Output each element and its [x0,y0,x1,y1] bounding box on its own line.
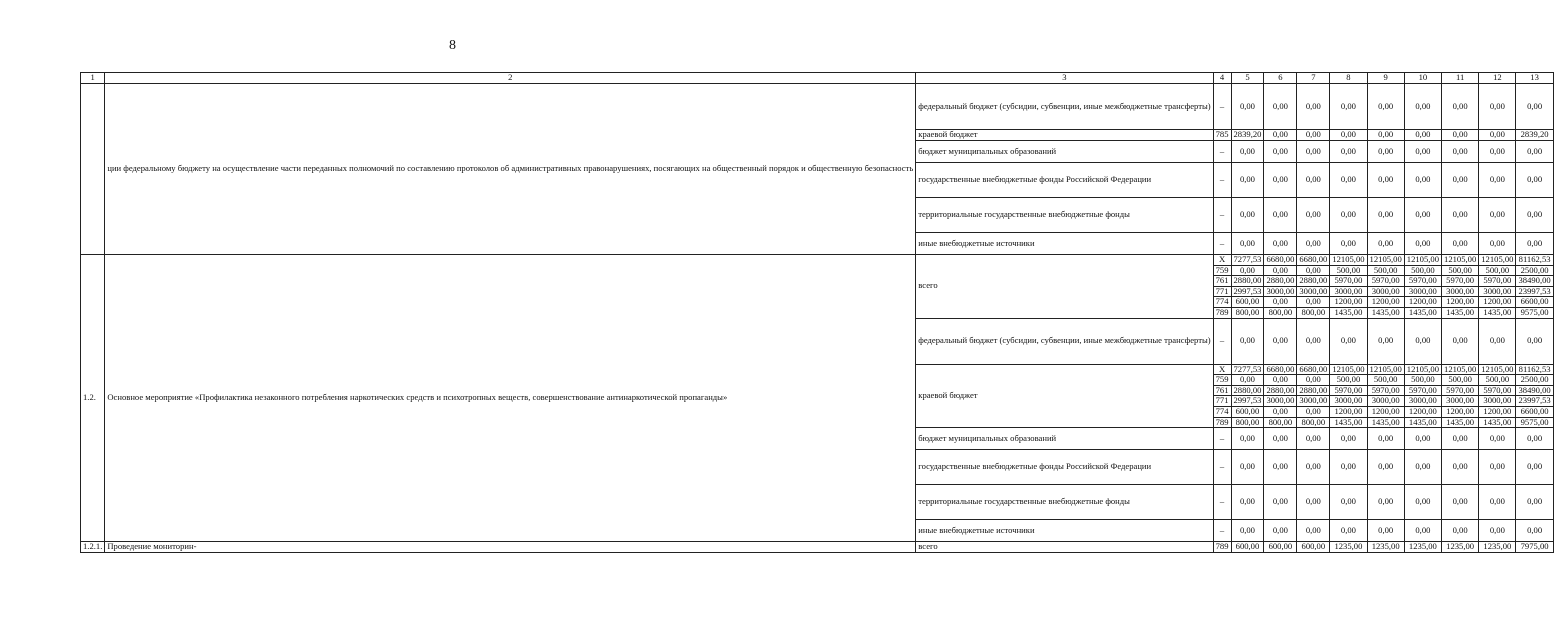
value-cell: 2880,00 [1231,276,1264,287]
value-cell: 3000,00 [1479,396,1516,407]
value-cell: 1435,00 [1367,307,1404,318]
value-cell: 0,00 [1516,318,1553,364]
row-number-cell: 1.2.1. [81,542,105,553]
value-cell: 0,00 [1442,84,1479,130]
value-cell: 0,00 [1442,141,1479,163]
code-cell: 774 [1213,406,1231,417]
value-cell: 3000,00 [1297,396,1330,407]
value-cell: 0,00 [1264,485,1297,520]
value-cell: 0,00 [1479,198,1516,233]
value-cell: 0,00 [1367,84,1404,130]
measure-name-cell: Основное мероприятие «Профилактика незаконного потребления наркотических средств и психотропных веществ, совершенствование антинаркотической пропаганды» [105,255,916,542]
code-cell: Х [1213,255,1231,266]
value-cell: 2880,00 [1264,385,1297,396]
value-cell: 800,00 [1231,307,1264,318]
value-cell: 0,00 [1264,141,1297,163]
code-cell: 789 [1213,417,1231,428]
value-cell: 0,00 [1297,520,1330,542]
value-cell: 12105,00 [1442,255,1479,266]
code-cell: 761 [1213,385,1231,396]
value-cell: 0,00 [1479,233,1516,255]
value-cell: 1200,00 [1479,297,1516,308]
value-cell: 1235,00 [1367,542,1404,553]
value-cell: 0,00 [1367,485,1404,520]
table-row [81,255,1554,266]
value-cell: 0,00 [1404,130,1441,141]
code-cell: – [1213,198,1231,233]
code-cell: – [1213,520,1231,542]
value-cell: 3000,00 [1367,396,1404,407]
value-cell: 0,00 [1297,163,1330,198]
value-cell: 2500,00 [1516,375,1553,386]
value-cell: 500,00 [1442,265,1479,276]
source-cell: федеральный бюджет (субсидии, субвенции, иные межбюджетные трансферты) [916,84,1213,130]
budget-table [80,72,1554,553]
header-cell: 2 [105,73,916,84]
value-cell: 800,00 [1264,417,1297,428]
value-cell: 0,00 [1297,84,1330,130]
value-cell: 0,00 [1404,163,1441,198]
header-cell: 13 [1516,73,1553,84]
source-cell: государственные внебюджетные фонды Российской Федерации [916,163,1213,198]
source-cell: краевой бюджет [916,364,1213,428]
source-cell: федеральный бюджет (субсидии, субвенции, иные межбюджетные трансферты) [916,318,1213,364]
value-cell: 0,00 [1367,163,1404,198]
value-cell: 0,00 [1516,141,1553,163]
table-body [81,73,1554,553]
code-cell: 774 [1213,297,1231,308]
value-cell: 600,00 [1264,542,1297,553]
value-cell: 500,00 [1479,375,1516,386]
value-cell: 500,00 [1330,265,1367,276]
value-cell: 1435,00 [1330,417,1367,428]
value-cell: 0,00 [1442,198,1479,233]
value-cell: 2880,00 [1297,385,1330,396]
source-cell: всего [916,255,1213,319]
value-cell: 0,00 [1264,428,1297,450]
code-cell: 785 [1213,130,1231,141]
value-cell: 0,00 [1367,318,1404,364]
value-cell: 0,00 [1297,406,1330,417]
code-cell: 761 [1213,276,1231,287]
value-cell: 500,00 [1404,375,1441,386]
value-cell: 500,00 [1479,265,1516,276]
header-cell: 12 [1479,73,1516,84]
source-cell: территориальные государственные внебюджетные фонды [916,198,1213,233]
code-cell: 771 [1213,396,1231,407]
value-cell: 3000,00 [1442,286,1479,297]
value-cell: 1435,00 [1404,417,1441,428]
value-cell: 0,00 [1231,233,1264,255]
header-cell: 10 [1404,73,1441,84]
code-cell: 759 [1213,265,1231,276]
value-cell: 0,00 [1404,84,1441,130]
value-cell: 0,00 [1297,450,1330,485]
value-cell: 2880,00 [1264,276,1297,287]
value-cell: 0,00 [1367,428,1404,450]
value-cell: 600,00 [1231,542,1264,553]
value-cell: 0,00 [1442,450,1479,485]
value-cell: 38490,00 [1516,385,1553,396]
value-cell: 0,00 [1264,297,1297,308]
value-cell: 0,00 [1264,130,1297,141]
value-cell: 1435,00 [1442,417,1479,428]
value-cell: 0,00 [1231,318,1264,364]
value-cell: 12105,00 [1367,255,1404,266]
value-cell: 5970,00 [1330,385,1367,396]
value-cell: 12105,00 [1404,255,1441,266]
code-cell: – [1213,233,1231,255]
value-cell: 0,00 [1231,84,1264,130]
value-cell: 1235,00 [1479,542,1516,553]
value-cell: 0,00 [1367,141,1404,163]
value-cell: 1435,00 [1404,307,1441,318]
value-cell: 5970,00 [1404,385,1441,396]
value-cell: 2997,53 [1231,286,1264,297]
value-cell: 800,00 [1264,307,1297,318]
value-cell: 2839,20 [1516,130,1553,141]
source-cell: государственные внебюджетные фонды Российской Федерации [916,450,1213,485]
value-cell: 0,00 [1442,130,1479,141]
value-cell: 1200,00 [1442,406,1479,417]
value-cell: 0,00 [1367,130,1404,141]
value-cell: 5970,00 [1367,276,1404,287]
value-cell: 3000,00 [1264,396,1297,407]
measure-name-cell: Проведение мониторин- [105,542,916,553]
value-cell: 0,00 [1479,428,1516,450]
value-cell: 0,00 [1479,130,1516,141]
value-cell: 6680,00 [1297,255,1330,266]
value-cell: 23997,53 [1516,396,1553,407]
value-cell: 0,00 [1330,233,1367,255]
value-cell: 800,00 [1231,417,1264,428]
value-cell: 1435,00 [1479,307,1516,318]
value-cell: 5970,00 [1330,276,1367,287]
value-cell: 0,00 [1330,163,1367,198]
value-cell: 3000,00 [1330,286,1367,297]
value-cell: 0,00 [1442,485,1479,520]
value-cell: 0,00 [1479,163,1516,198]
value-cell: 81162,53 [1516,255,1553,266]
value-cell: 0,00 [1479,141,1516,163]
value-cell: 0,00 [1264,84,1297,130]
value-cell: 0,00 [1264,198,1297,233]
row-number-cell [81,84,105,255]
value-cell: 12105,00 [1404,364,1441,375]
value-cell: 0,00 [1479,485,1516,520]
code-cell: – [1213,428,1231,450]
value-cell: 500,00 [1442,375,1479,386]
value-cell: 7277,53 [1231,364,1264,375]
value-cell: 0,00 [1264,520,1297,542]
value-cell: 0,00 [1297,375,1330,386]
code-cell: Х [1213,364,1231,375]
header-cell: 4 [1213,73,1231,84]
value-cell: 5970,00 [1367,385,1404,396]
header-cell: 9 [1367,73,1404,84]
value-cell: 0,00 [1297,428,1330,450]
value-cell: 12105,00 [1330,255,1367,266]
header-cell: 6 [1264,73,1297,84]
header-cell: 1 [81,73,105,84]
value-cell: 0,00 [1330,318,1367,364]
value-cell: 1435,00 [1330,307,1367,318]
code-cell: – [1213,450,1231,485]
value-cell: 1200,00 [1404,297,1441,308]
value-cell: 500,00 [1367,375,1404,386]
source-cell: иные внебюджетные источники [916,520,1213,542]
value-cell: 0,00 [1516,198,1553,233]
value-cell: 0,00 [1404,520,1441,542]
value-cell: 81162,53 [1516,364,1553,375]
value-cell: 0,00 [1516,450,1553,485]
value-cell: 0,00 [1330,450,1367,485]
value-cell: 7975,00 [1516,542,1553,553]
value-cell: 0,00 [1442,233,1479,255]
value-cell: 0,00 [1442,520,1479,542]
value-cell: 0,00 [1330,198,1367,233]
value-cell: 0,00 [1231,375,1264,386]
value-cell: 0,00 [1297,130,1330,141]
code-cell: 789 [1213,307,1231,318]
header-row [81,73,1554,84]
value-cell: 0,00 [1404,485,1441,520]
value-cell: 6680,00 [1264,255,1297,266]
value-cell: 1235,00 [1442,542,1479,553]
value-cell: 23997,53 [1516,286,1553,297]
value-cell: 3000,00 [1442,396,1479,407]
value-cell: 0,00 [1516,485,1553,520]
value-cell: 0,00 [1479,520,1516,542]
value-cell: 1435,00 [1367,417,1404,428]
value-cell: 12105,00 [1330,364,1367,375]
value-cell: 0,00 [1516,163,1553,198]
value-cell: 0,00 [1516,520,1553,542]
value-cell: 2880,00 [1297,276,1330,287]
value-cell: 0,00 [1330,428,1367,450]
value-cell: 0,00 [1330,485,1367,520]
value-cell: 0,00 [1442,318,1479,364]
value-cell: 800,00 [1297,307,1330,318]
value-cell: 1200,00 [1367,406,1404,417]
value-cell: 1235,00 [1404,542,1441,553]
value-cell: 1200,00 [1404,406,1441,417]
value-cell: 0,00 [1264,265,1297,276]
table-row [81,542,1554,553]
value-cell: 0,00 [1330,141,1367,163]
code-cell: – [1213,485,1231,520]
value-cell: 3000,00 [1404,396,1441,407]
value-cell: 0,00 [1231,485,1264,520]
value-cell: 0,00 [1404,233,1441,255]
code-cell: 789 [1213,542,1231,553]
value-cell: 600,00 [1231,297,1264,308]
value-cell: 0,00 [1264,450,1297,485]
value-cell: 0,00 [1404,198,1441,233]
value-cell: 1435,00 [1479,417,1516,428]
code-cell: – [1213,318,1231,364]
value-cell: 0,00 [1231,450,1264,485]
value-cell: 0,00 [1231,163,1264,198]
value-cell: 0,00 [1367,198,1404,233]
value-cell: 3000,00 [1479,286,1516,297]
value-cell: 1200,00 [1442,297,1479,308]
value-cell: 0,00 [1442,163,1479,198]
value-cell: 12105,00 [1479,364,1516,375]
value-cell: 9575,00 [1516,307,1553,318]
source-cell: бюджет муниципальных образований [916,141,1213,163]
value-cell: 600,00 [1231,406,1264,417]
value-cell: 0,00 [1330,520,1367,542]
value-cell: 0,00 [1297,485,1330,520]
value-cell: 12105,00 [1367,364,1404,375]
row-number-cell: 1.2. [81,255,105,542]
value-cell: 0,00 [1479,84,1516,130]
value-cell: 3000,00 [1297,286,1330,297]
value-cell: 800,00 [1297,417,1330,428]
value-cell: 0,00 [1231,265,1264,276]
value-cell: 2839,20 [1231,130,1264,141]
measure-name-cell: ции федеральному бюджету на осуществление части переданных полномочий по составлению протоколов об административных правонарушениях, посягающих на общественный порядок и общественную безопасность [105,84,916,255]
value-cell: 0,00 [1516,428,1553,450]
value-cell: 3000,00 [1367,286,1404,297]
value-cell: 0,00 [1516,84,1553,130]
header-cell: 11 [1442,73,1479,84]
value-cell: 2500,00 [1516,265,1553,276]
value-cell: 0,00 [1297,265,1330,276]
value-cell: 500,00 [1330,375,1367,386]
value-cell: 0,00 [1264,233,1297,255]
value-cell: 6680,00 [1297,364,1330,375]
code-cell: 759 [1213,375,1231,386]
header-cell: 7 [1297,73,1330,84]
value-cell: 7277,53 [1231,255,1264,266]
value-cell: 0,00 [1330,84,1367,130]
value-cell: 0,00 [1231,428,1264,450]
code-cell: – [1213,163,1231,198]
code-cell: 771 [1213,286,1231,297]
value-cell: 0,00 [1330,130,1367,141]
value-cell: 0,00 [1297,233,1330,255]
value-cell: 6600,00 [1516,406,1553,417]
value-cell: 0,00 [1297,198,1330,233]
value-cell: 0,00 [1264,375,1297,386]
value-cell: 5970,00 [1479,276,1516,287]
value-cell: 0,00 [1231,520,1264,542]
value-cell: 0,00 [1404,450,1441,485]
value-cell: 1435,00 [1442,307,1479,318]
source-cell: иные внебюджетные источники [916,233,1213,255]
table-row [81,84,1554,130]
value-cell: 1200,00 [1367,297,1404,308]
value-cell: 0,00 [1264,163,1297,198]
value-cell: 1200,00 [1330,297,1367,308]
value-cell: 5970,00 [1479,385,1516,396]
value-cell: 38490,00 [1516,276,1553,287]
value-cell: 0,00 [1442,428,1479,450]
source-cell: краевой бюджет [916,130,1213,141]
value-cell: 0,00 [1297,318,1330,364]
value-cell: 600,00 [1297,542,1330,553]
value-cell: 0,00 [1297,141,1330,163]
value-cell: 2997,53 [1231,396,1264,407]
value-cell: 12105,00 [1442,364,1479,375]
code-cell: – [1213,141,1231,163]
value-cell: 3000,00 [1330,396,1367,407]
value-cell: 1200,00 [1330,406,1367,417]
header-cell: 5 [1231,73,1264,84]
value-cell: 0,00 [1367,450,1404,485]
value-cell: 0,00 [1367,520,1404,542]
value-cell: 0,00 [1231,198,1264,233]
value-cell: 0,00 [1231,141,1264,163]
source-cell: всего [916,542,1213,553]
value-cell: 0,00 [1404,141,1441,163]
source-cell: бюджет муниципальных образований [916,428,1213,450]
value-cell: 0,00 [1264,318,1297,364]
value-cell: 5970,00 [1442,385,1479,396]
value-cell: 5970,00 [1442,276,1479,287]
source-cell: территориальные государственные внебюджетные фонды [916,485,1213,520]
value-cell: 0,00 [1479,318,1516,364]
value-cell: 6600,00 [1516,297,1553,308]
value-cell: 0,00 [1264,406,1297,417]
value-cell: 500,00 [1404,265,1441,276]
value-cell: 3000,00 [1264,286,1297,297]
value-cell: 1235,00 [1330,542,1367,553]
value-cell: 500,00 [1367,265,1404,276]
value-cell: 0,00 [1404,428,1441,450]
value-cell: 0,00 [1516,233,1553,255]
value-cell: 1200,00 [1479,406,1516,417]
code-cell: – [1213,84,1231,130]
value-cell: 5970,00 [1404,276,1441,287]
value-cell: 12105,00 [1479,255,1516,266]
value-cell: 6680,00 [1264,364,1297,375]
header-cell: 8 [1330,73,1367,84]
value-cell: 3000,00 [1404,286,1441,297]
value-cell: 0,00 [1297,297,1330,308]
value-cell: 0,00 [1479,450,1516,485]
value-cell: 0,00 [1367,233,1404,255]
header-cell: 3 [916,73,1213,84]
value-cell: 9575,00 [1516,417,1553,428]
page-number: 8 [449,38,456,53]
value-cell: 0,00 [1404,318,1441,364]
value-cell: 2880,00 [1231,385,1264,396]
